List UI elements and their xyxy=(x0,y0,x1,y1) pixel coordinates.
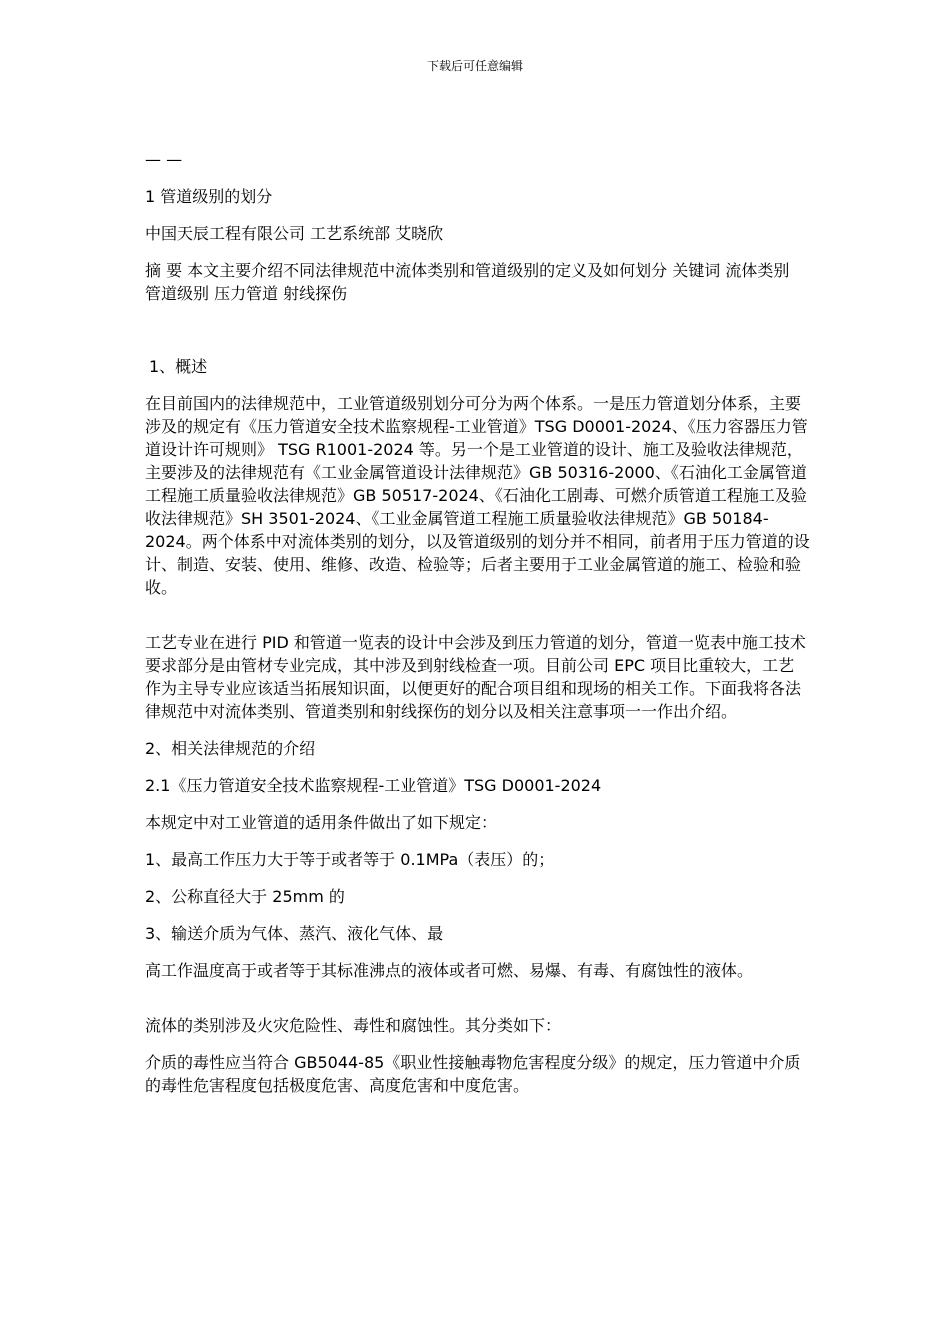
document-title: 1 管道级别的划分 xyxy=(145,187,273,206)
paragraph: 流体的类别涉及火灾危险性、毒性和腐蚀性。其分类如下： xyxy=(145,1016,562,1035)
spacer xyxy=(145,613,810,631)
document-body xyxy=(145,148,810,1111)
list-item: 2、公称直径大于 25mm 的 xyxy=(145,887,345,906)
list-item: 3、输送介质为气体、蒸汽、液化气体、最 xyxy=(145,924,444,943)
paragraph: 在目前国内的法律规范中，工业管道级别划分可分为两个体系。一是压力管道划分体系，主要涉及的规定有《压力管道安全技术监察规程-工业管道》TSG D0001-2024、《压力容器压力管道设计许可规则》 TSG R1001-2024 等。另一个是工业管道的设计、施工及验收法律规范，主要涉及的法律规范有《工业金属管道设计法律规范》GB 50316-2000、《石油化工金属管道工程施工质量验收法律规范》GB 50517-2024、《石油化工剧毒、可燃介质管道工程施工及验收法律规范》SH 3501-2024、《工业金属管道工程施工质量验收法律规范》GB 50184-2024。两个体系中对流体类别的划分，以及管道级别的划分并不相同，前者用于压力管道的设计、制造、安装、使用、维修、改造、检验等；后者主要用于工业金属管道的施工、检验和验收。 xyxy=(145,394,810,597)
abstract-keywords: 摘 要 本文主要介绍不同法律规范中流体类别和管道级别的定义及如何划分 关键词 流体类别 管道级别 压力管道 射线探伤 xyxy=(145,261,790,303)
section-heading-overview: 1、概述 xyxy=(149,357,208,376)
paragraph: 介质的毒性应当符合 GB5044-85《职业性接触毒物危害程度分级》的规定，压力管道中介质的毒性危害程度包括极度危害、高度危害和中度危害。 xyxy=(145,1053,801,1095)
paragraph: 高工作温度高于或者等于其标准沸点的液体或者可燃、易爆、有毒、有腐蚀性的液体。 xyxy=(145,961,754,980)
author-line: 中国天辰工程有限公司 工艺系统部 艾晓欣 xyxy=(145,224,444,243)
dash-separator: — — xyxy=(145,150,183,169)
section-heading-standards: 2、相关法律规范的介绍 xyxy=(145,739,316,758)
page-header-note: 下载后可任意编辑 xyxy=(426,59,523,73)
subsection-heading: 2.1《压力管道安全技术监察规程-工业管道》TSG D0001-2024 xyxy=(145,776,602,795)
paragraph: 工艺专业在进行 PID 和管道一览表的设计中会涉及到压力管道的划分，管道一览表中施工技术要求部分是由管材专业完成，其中涉及到射线检查一项。目前公司 EPC 项目比重较大，工艺作为主导专业应该适当拓展知识面，以便更好的配合项目组和现场的相关工作。下面我将各法律规范中对流体类别、管道类别和射线探伤的划分以及相关注意事项一一作出介绍。 xyxy=(145,633,806,721)
paragraph: 本规定中对工业管道的适用条件做出了如下规定： xyxy=(145,813,498,832)
spacer xyxy=(145,319,810,355)
list-item: 1、最高工作压力大于等于或者等于 0.1MPa（表压）的； xyxy=(145,850,555,869)
spacer xyxy=(145,996,810,1014)
